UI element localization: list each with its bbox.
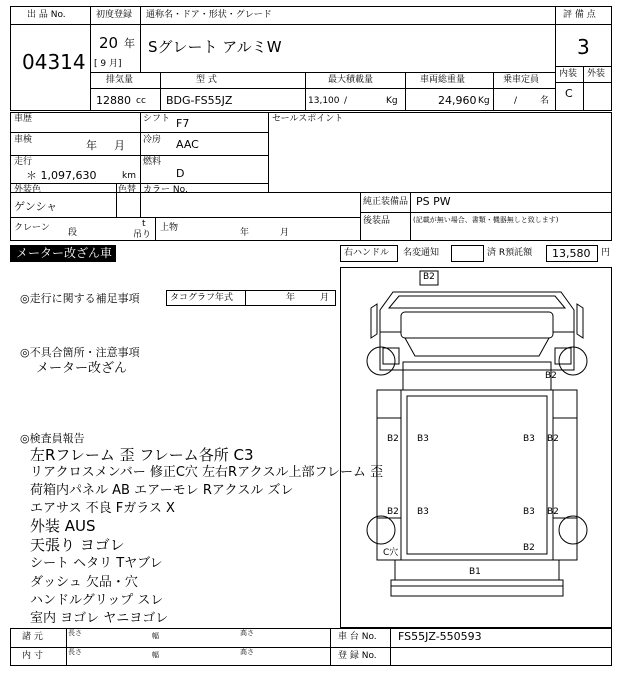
defect-text: メーター改ざん (36, 361, 128, 376)
crane-hang: 吊り (133, 230, 152, 240)
displacement: 12880 (96, 94, 131, 107)
dims-length: 長さ (68, 629, 82, 637)
dims-label: 諸 元 (22, 632, 43, 642)
displacement-label: 排気量 (106, 75, 134, 85)
body-month: 月 (280, 228, 290, 238)
aftermarket-note: (記載が無い場合、書類・機器無しと致します) (413, 216, 559, 224)
capacity-unit: 名 (540, 96, 550, 106)
tamper-banner: メーター改ざん車 (10, 245, 116, 262)
report-line: リアクロスメンバー 修正C穴 左右Rアクスル上部フレーム 歪 (30, 465, 384, 480)
rating: 3 (577, 35, 590, 59)
gross-weight: 24,960 (438, 94, 477, 107)
reg-label: 登 録 No. (338, 651, 377, 661)
ac: AAC (176, 138, 199, 151)
inspection-year: 年 (86, 139, 97, 152)
exterior-label: 外装 (587, 69, 606, 79)
max-load-unit: Kg (386, 96, 398, 106)
lot-no-label: 出 品 No. (27, 10, 66, 20)
inspection-label: 車検 (14, 135, 33, 145)
damage-label: B2 (545, 371, 557, 381)
dims-height: 高さ (240, 629, 254, 637)
cab-outline (380, 292, 574, 370)
name-label: 通称名・ドア・形状・グレード (146, 10, 272, 20)
chassis-label: 車 台 No. (338, 632, 377, 642)
sales-point-label: セールスポイント (272, 114, 344, 124)
color-label: 外装色 (14, 185, 42, 195)
shift-label: シフト (143, 114, 171, 124)
crane-t: t (142, 219, 146, 229)
name-change-box (451, 245, 484, 262)
wheel-front-right (559, 347, 587, 375)
gross-weight-label: 車両総重量 (420, 75, 466, 85)
recycle-label: 済 R預託額 (487, 248, 533, 258)
damage-label: C穴 (383, 548, 399, 558)
damage-label: B3 (523, 434, 535, 444)
color-code-label: 色替 (118, 185, 137, 195)
fuel: D (176, 167, 185, 180)
rear-bumper (391, 580, 563, 596)
aftermarket-label: 後装品 (363, 216, 391, 226)
ac-label: 冷房 (143, 135, 162, 145)
tacho-label: タコグラフ年式 (170, 293, 234, 303)
tacho-year: 年 (286, 293, 296, 303)
first-reg-month: [ 9 月] (94, 59, 122, 69)
tacho-month: 月 (320, 293, 330, 303)
report-line: シート ヘタリ Tヤブレ (30, 556, 163, 571)
inner-length: 長さ (68, 648, 82, 656)
first-reg-year-unit: 年 (124, 37, 135, 50)
inspector-label: ◎検査員報告 (20, 432, 85, 445)
rating-label: 評 備 点 (563, 10, 596, 20)
cargo-bed (401, 390, 553, 560)
report-line: ハンドルグリップ スレ (30, 593, 164, 608)
damage-label: B3 (417, 507, 429, 517)
damage-label: B2 (547, 434, 559, 444)
driving-label: ◎走行に関する補足事項 (20, 292, 140, 305)
damage-label: B3 (523, 507, 535, 517)
chassis-no: FS55JZ-550593 (398, 630, 482, 643)
lot-no: 04314 (22, 50, 86, 74)
damage-label: B2 (523, 543, 535, 553)
capacity-label: 乗車定員 (503, 75, 540, 85)
color: ゲンシャ (14, 200, 58, 213)
damage-label: B2 (423, 272, 435, 282)
damage-label: B2 (387, 434, 399, 444)
interior-grade: C (565, 87, 573, 100)
wheel-rear-right (559, 516, 587, 544)
windshield (401, 312, 553, 338)
right-hand: 右ハンドル (344, 248, 390, 258)
damage-label: B3 (417, 434, 429, 444)
equipment-label: 純正装備品 (363, 197, 409, 207)
model-name: Sグレート アルミW (148, 38, 282, 56)
damage-label: B1 (469, 567, 481, 577)
damage-label: B2 (547, 507, 559, 517)
max-load-label: 最大積載量 (328, 75, 374, 85)
defect-label: ◎不具合箇所・注意事項 (20, 346, 140, 359)
mileage: ＊ 1,097,630 (26, 169, 97, 182)
inner-label: 内 寸 (22, 651, 43, 661)
report-line: 左Rフレーム 歪 フレーム各所 C3 (30, 446, 254, 464)
capacity-sep: / (514, 96, 518, 106)
model-code: BDG-FS55JZ (166, 94, 233, 107)
inner-height: 高さ (240, 648, 254, 656)
report-line: 荷箱内パネル AB エアーモレ Rアクスル ズレ (30, 483, 294, 498)
gross-weight-unit: Kg (478, 96, 490, 106)
report-line: ダッシュ 欠品・穴 (30, 575, 138, 590)
fuel-label: 燃料 (143, 157, 162, 167)
shift: F7 (176, 117, 190, 130)
displacement-unit: cc (136, 96, 146, 106)
crane-label: クレーン (14, 223, 50, 233)
max-load: 13,100 (308, 96, 340, 106)
equipment: PS PW (416, 195, 451, 208)
inspection-month: 月 (114, 139, 125, 152)
body-year: 年 (240, 228, 250, 238)
damage-label: B2 (387, 507, 399, 517)
report-line: エアサス 不良 Fガラス X (30, 501, 175, 516)
report-line: 室内 ヨゴレ ヤニヨゴレ (30, 611, 169, 626)
max-load-sep: / (344, 96, 348, 106)
wheel-rear-left (367, 516, 395, 544)
first-reg-label: 初度登録 (96, 10, 133, 20)
yen: 円 (601, 248, 611, 258)
wheel-front-left (367, 347, 395, 375)
recycle-amount: 13,580 (552, 247, 591, 260)
mileage-unit: km (122, 171, 136, 181)
body-label: 上物 (160, 223, 179, 233)
mileage-label: 走行 (14, 157, 33, 167)
type-label: 型 式 (196, 75, 217, 85)
first-reg-year: 20 (99, 34, 119, 52)
dims-width: 幅 (152, 632, 159, 640)
report-line: 外装 AUS (30, 517, 96, 535)
report-line: 天張り ヨゴレ (30, 536, 125, 554)
color-no-label: カラー No. (143, 185, 188, 195)
inner-width: 幅 (152, 651, 159, 659)
history-label: 車歴 (14, 114, 33, 124)
crane-stage: 段 (68, 228, 78, 238)
truck-diagram (340, 267, 612, 628)
name-change-label: 名変通知 (403, 248, 440, 258)
interior-label: 内装 (559, 69, 578, 79)
